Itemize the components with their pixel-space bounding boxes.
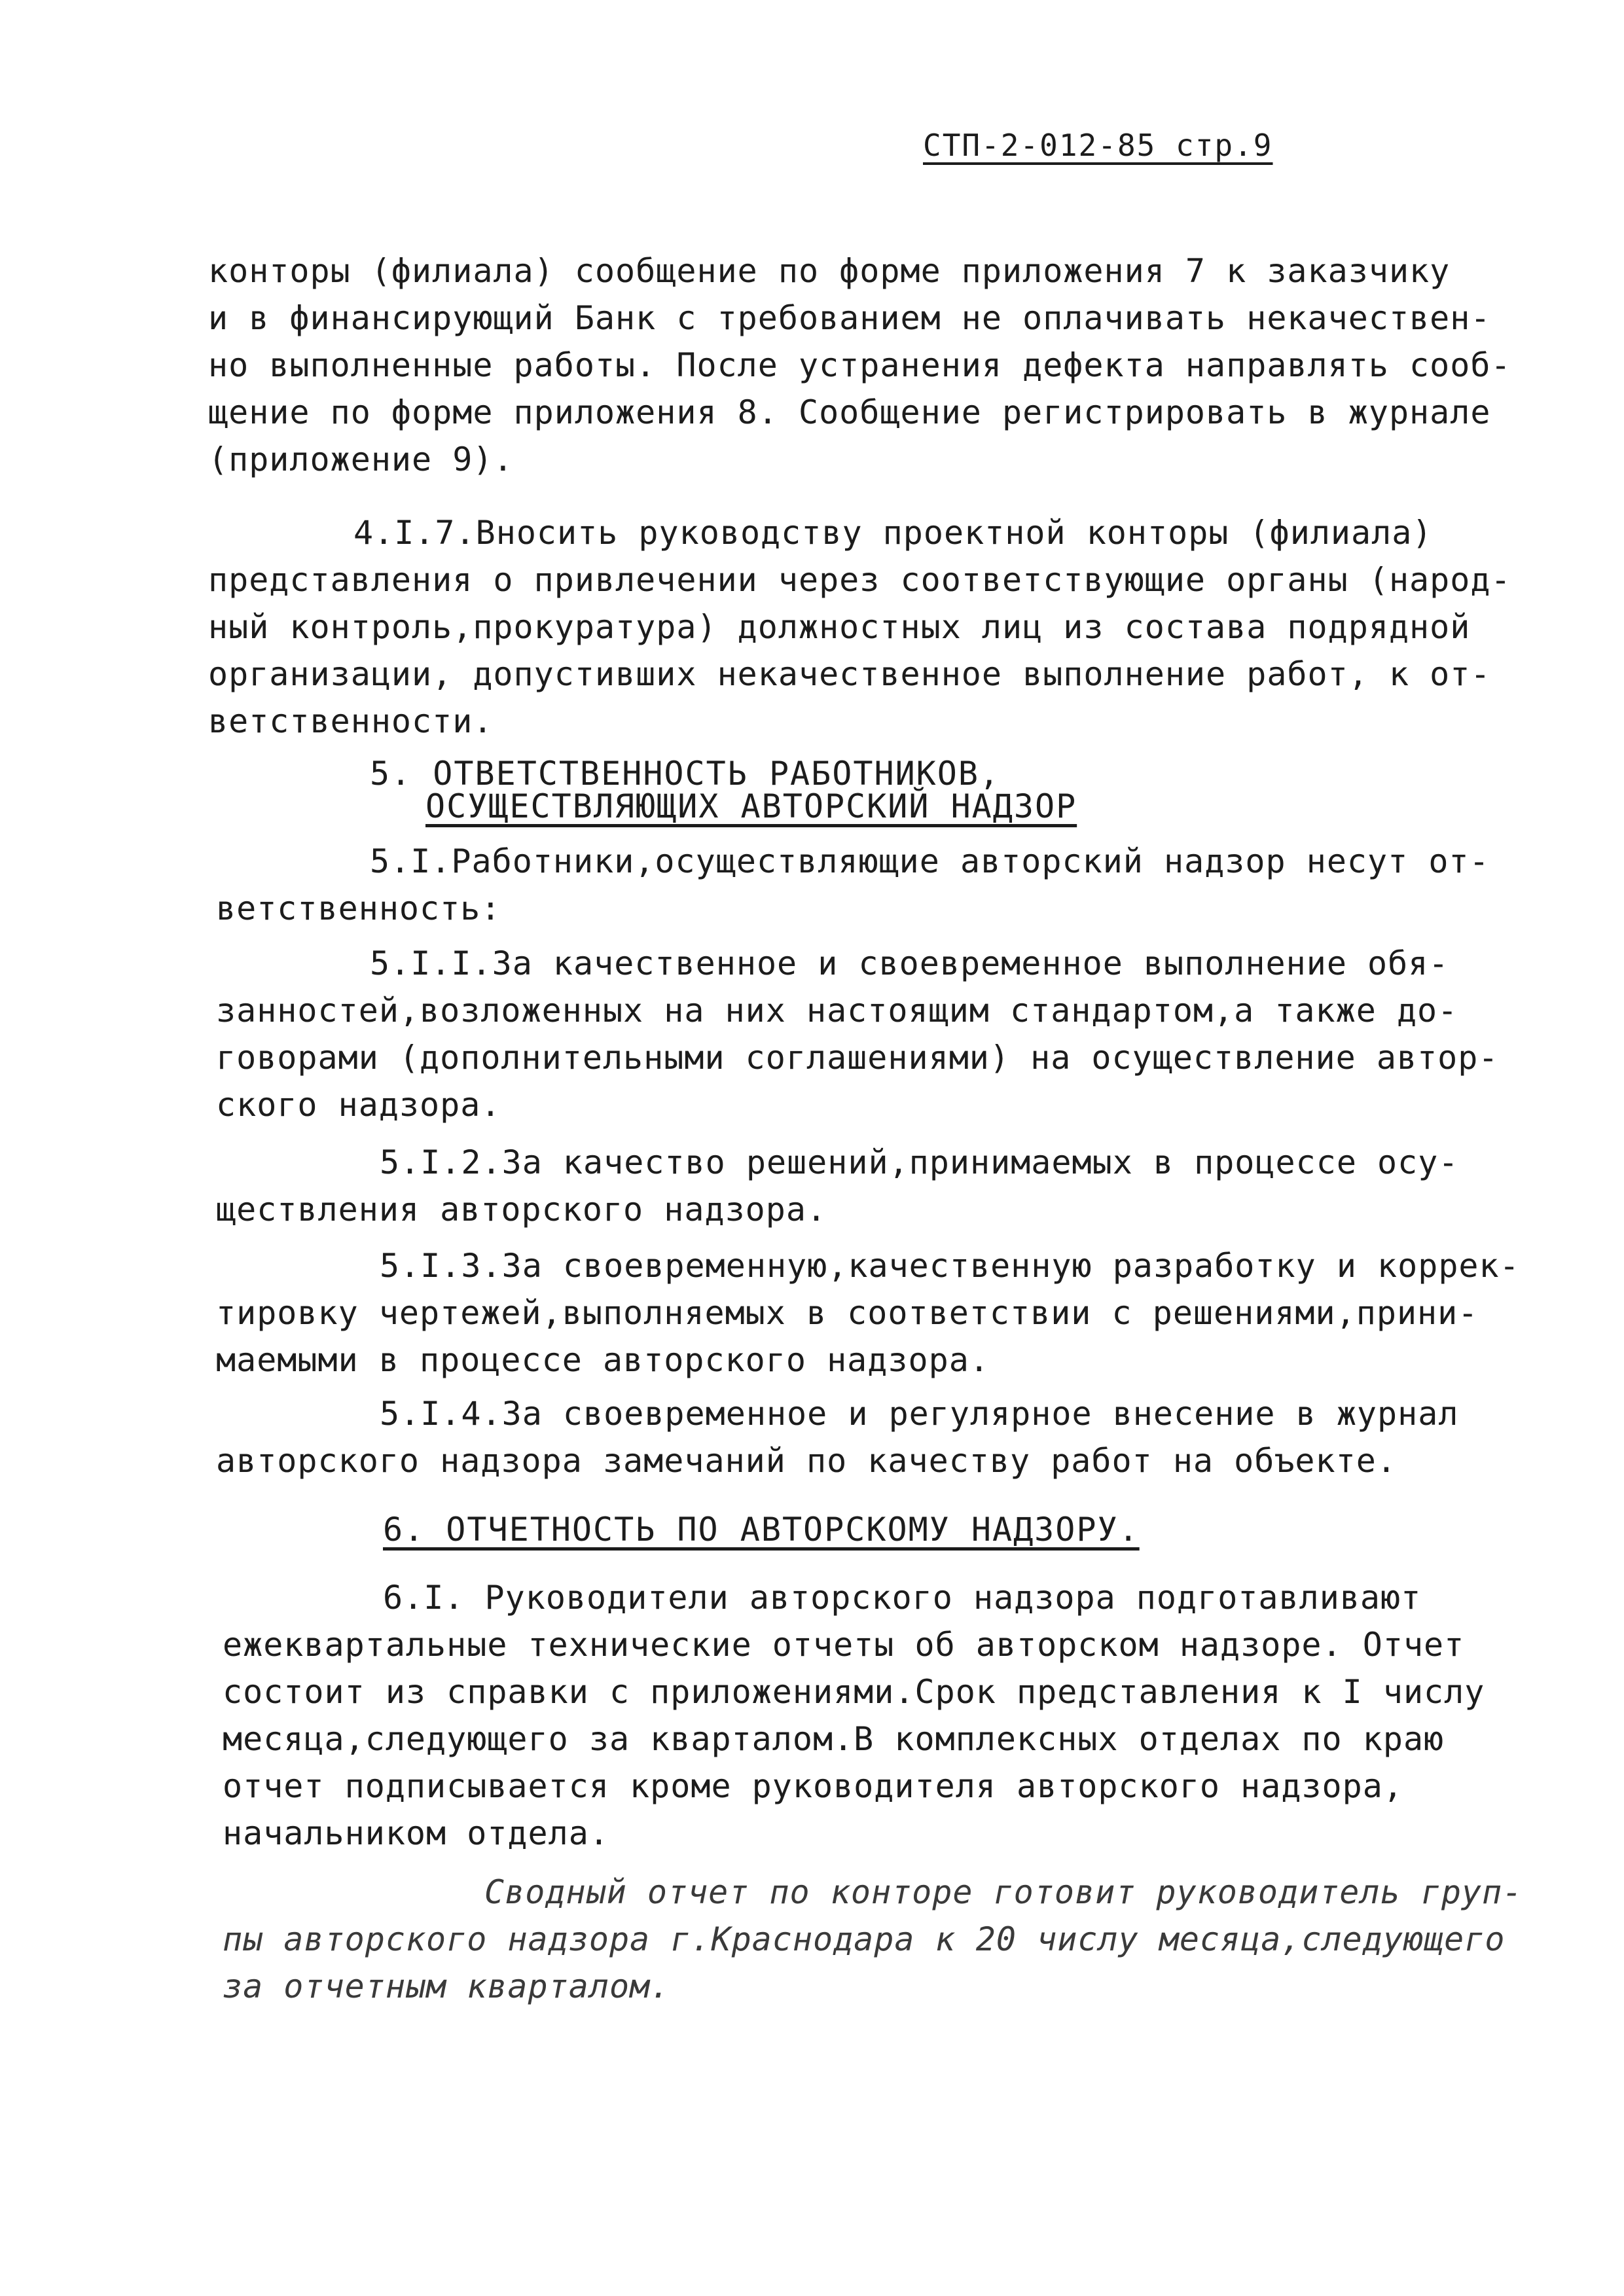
paragraph-5-1-2-line: ществления авторского надзора.	[216, 1191, 827, 1229]
paragraph-6-1-line: ежеквартальные технические отчеты об авторском надзоре. Отчет	[223, 1626, 1465, 1664]
paragraph-5-1-1-line: говорами (дополнительными соглашениями) на осуществление автор-	[216, 1039, 1499, 1077]
paragraph-5-1-3-line: маемыми в процессе авторского надзора.	[216, 1341, 990, 1379]
text-line: но выполненные работы. После устранения дефекта направлять сооб-	[208, 346, 1511, 384]
text-line: (приложение 9).	[208, 440, 514, 478]
text-line: и в финансирующий Банк с требованием не оплачивать некачествен-	[208, 299, 1491, 337]
section-6-heading: 6. ОТЧЕТНОСТЬ ПО АВТОРСКОМУ НАДЗОРУ.	[383, 1511, 1140, 1549]
page-header: СТП-2-012-85 стр.9	[923, 128, 1273, 163]
paragraph-4-1-7-line: ветственности.	[208, 702, 494, 740]
paragraph-5-1-4-line: авторского надзора замечаний по качеству работ на объекте.	[216, 1442, 1397, 1480]
paragraph-4-1-7-line: представления о привлечении через соответствующие органы (народ-	[208, 561, 1511, 599]
paragraph-6-1-line: состоит из справки с приложениями.Срок представления к I числу	[223, 1673, 1485, 1711]
paragraph-5-1-1-line: занностей,возложенных на них настоящим стандартом,а также до-	[216, 992, 1458, 1030]
paragraph-5-1-4-line: 5.I.4.За своевременное и регулярное внесение в журнал	[380, 1395, 1459, 1433]
paragraph-5-1-2-line: 5.I.2.За качество решений,принимаемых в процессе осу-	[380, 1143, 1459, 1181]
paragraph-5-1-1-line: ского надзора.	[216, 1086, 501, 1124]
paragraph-6-1-line: отчет подписывается кроме руководителя авторского надзора,	[223, 1767, 1403, 1805]
paragraph-4-1-7-line: ный контроль,прокуратура) должностных лиц из состава подрядной	[208, 608, 1471, 646]
paragraph-4-1-7-line: организации, допустивших некачественное выполнение работ, к от-	[208, 655, 1491, 693]
paragraph-6-1-line: начальником отдела.	[223, 1814, 609, 1852]
paragraph-5-1-3-line: 5.I.3.За своевременную,качественную разработку и коррек-	[380, 1247, 1520, 1285]
section-5-heading-line2: ОСУЩЕСТВЛЯЮЩИХ АВТОРСКИЙ НАДЗОР	[425, 787, 1077, 825]
paragraph-4-1-7-line: 4.I.7.Вносить руководству проектной конторы (филиала)	[353, 514, 1433, 552]
paragraph-5-1-line: 5.I.Работники,осуществляющие авторский надзор несут от-	[370, 842, 1490, 880]
paragraph-5-1-line: ветственность:	[216, 889, 501, 927]
paragraph-6-1-line: 6.I. Руководители авторского надзора подготавливают	[383, 1579, 1422, 1617]
section-5-heading: 5. ОТВЕТСТВЕННОСТЬ РАБОТНИКОВ,	[370, 755, 1001, 793]
paragraph-5-1-3-line: тировку чертежей,выполняемых в соответствии с решениями,прини-	[216, 1294, 1479, 1332]
paragraph-5-1-1-line: 5.I.I.За качественное и своевременное выполнение обя-	[370, 944, 1449, 982]
text-line: щение по форме приложения 8. Сообщение регистрировать в журнале	[208, 393, 1491, 431]
paragraph-6-1-line: месяца,следующего за кварталом.В комплексных отделах по краю	[223, 1720, 1445, 1758]
paragraph-6-1-extra-line: Сводный отчет по конторе готовит руководитель груп-	[484, 1873, 1523, 1911]
paragraph-6-1-extra-line: за отчетным кварталом.	[223, 1967, 671, 2005]
paragraph-6-1-extra-line: пы авторского надзора г.Краснодара к 20 числу месяца,следующего	[223, 1920, 1506, 1958]
text-line: конторы (филиала) сообщение по форме приложения 7 к заказчику	[208, 252, 1451, 290]
